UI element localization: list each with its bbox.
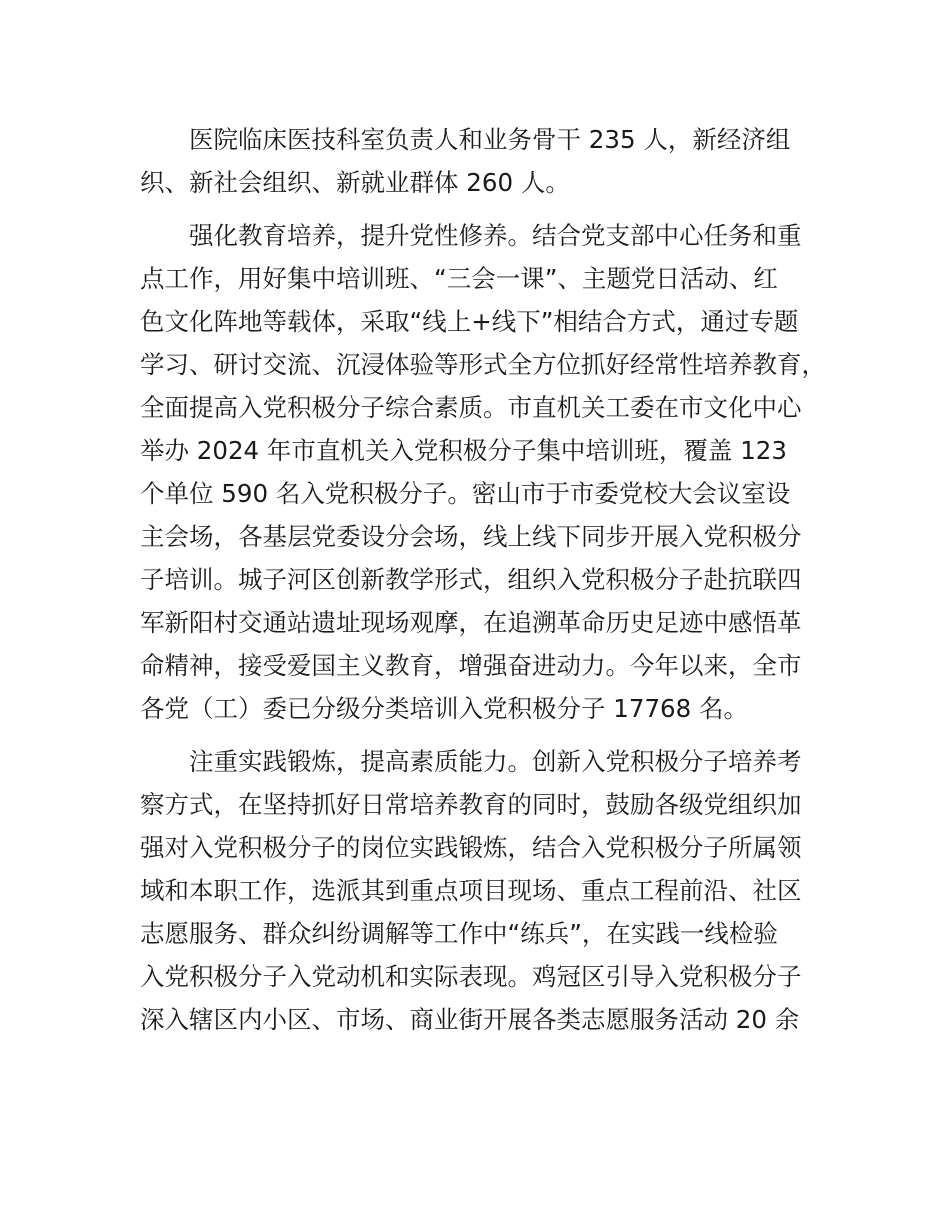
text-line: 织、新社会组织、新就业群体 260 人。	[140, 168, 570, 197]
text-line: 举办 2024 年市直机关入党积极分子集中培训班，覆盖 123	[140, 436, 787, 465]
text-line: 色文化阵地等载体，采取“线上+线下”相结合方式，通过专题	[140, 307, 799, 336]
text-line: 察方式，在坚持抓好日常培养教育的同时，鼓励各级党组织加	[140, 790, 802, 819]
text-line: 军新阳村交通站遗址现场观摩，在追溯革命历史足迹中感悟革	[140, 608, 802, 637]
text-line: 学习、研讨交流、沉浸体验等形式全方位抓好经常性培养教育，	[140, 350, 826, 379]
text-line: 深入辖区内小区、市场、商业街开展各类志愿服务活动 20 余	[140, 1005, 800, 1034]
text-line: 医院临床医技科室负责人和业务骨干 235 人，新经济组	[189, 125, 791, 154]
text-line: 点工作，用好集中培训班、“三会一课”、主题党日活动、红	[140, 264, 778, 293]
text-line: 强对入党积极分子的岗位实践锻炼，结合入党积极分子所属领	[140, 833, 802, 862]
text-line: 命精神，接受爱国主义教育，增强奋进动力。今年以来，全市	[140, 651, 802, 680]
text-line: 子培训。城子河区创新教学形式，组织入党积极分子赴抗联四	[140, 565, 802, 594]
paragraph-3	[140, 740, 830, 1041]
text-line: 主会场，各基层党委设分会场，线上线下同步开展入党积极分	[140, 522, 802, 551]
text-line: 注重实践锻炼，提高素质能力。创新入党积极分子培养考	[189, 747, 802, 776]
text-line: 强化教育培养，提升党性修养。结合党支部中心任务和重	[189, 221, 802, 250]
paragraph-1	[140, 118, 830, 204]
text-line: 个单位 590 名入党积极分子。密山市于市委党校大会议室设	[140, 479, 791, 508]
text-line: 域和本职工作，选派其到重点项目现场、重点工程前沿、社区	[140, 876, 802, 905]
document-body	[140, 118, 830, 1041]
text-line: 各党（工）委已分级分类培训入党积极分子 17768 名。	[140, 694, 749, 723]
text-line: 入党积极分子入党动机和实际表现。鸡冠区引导入党积极分子	[140, 962, 802, 991]
paragraph-2	[140, 214, 830, 730]
text-line: 志愿服务、群众纠纷调解等工作中“练兵”，在实践一线检验	[140, 919, 778, 948]
text-line: 全面提高入党积极分子综合素质。市直机关工委在市文化中心	[140, 393, 802, 422]
